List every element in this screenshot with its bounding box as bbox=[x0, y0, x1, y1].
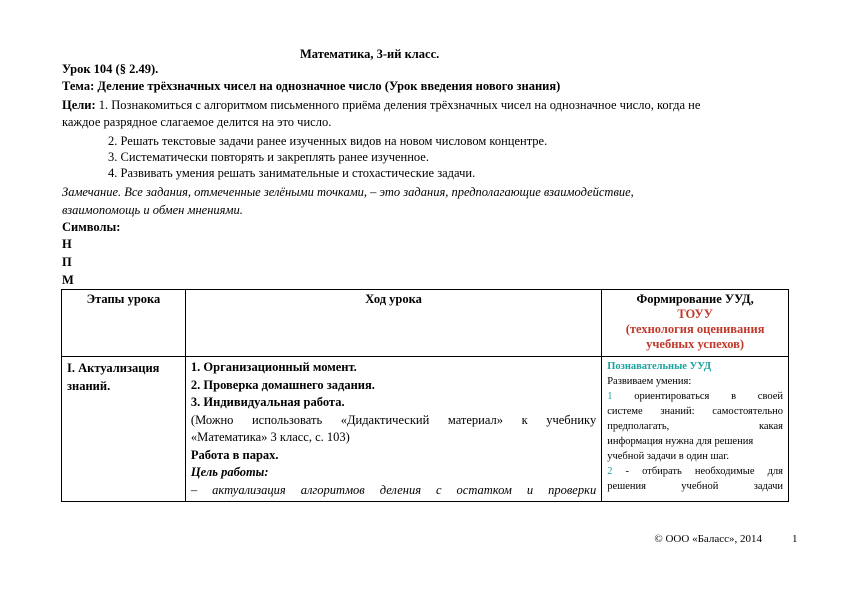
symbol-n: Н bbox=[62, 237, 72, 251]
uud-cell bbox=[602, 357, 789, 502]
topic-text: Деление трёхзначных чисел на однозначное число (Урок введения нового знания) bbox=[94, 79, 561, 93]
step-1: 1. Организационный момент. bbox=[190, 360, 357, 374]
uud-number-1: 1 bbox=[607, 391, 613, 402]
symbol-m: М bbox=[62, 273, 74, 287]
symbol-p: П bbox=[62, 255, 72, 269]
uud-skill-1-line-3: предполагать, какая bbox=[607, 421, 783, 432]
goal-2: 2. Решать текстовые задачи ранее изученных видов на новом числовом концентре. bbox=[108, 134, 548, 148]
header-uud-line-1: Формирование УУД, bbox=[636, 292, 754, 306]
lesson-number: Урок 104 (§ 2.49). bbox=[62, 62, 159, 76]
goal-1-line-2: каждое разрядное слагаемое делится на это число. bbox=[62, 115, 332, 129]
header-stages: Этапы урока bbox=[62, 290, 186, 357]
page-number: 1 bbox=[792, 533, 798, 545]
uud-number-2: 2 bbox=[607, 466, 613, 477]
header-uud-line-3: (технология оценивания bbox=[625, 322, 765, 336]
header-uud-line-4: учебных успехов) bbox=[646, 337, 745, 351]
uud-skill-2-line-1: 2 - отбирать необходимые для bbox=[607, 466, 783, 477]
pair-work: Работа в парах. bbox=[190, 447, 279, 462]
course-cell bbox=[185, 357, 601, 502]
uud-skill-1-line-1: 1 ориентироваться в своей bbox=[607, 391, 783, 402]
lesson-topic bbox=[62, 79, 560, 94]
symbols-label: Символы: bbox=[62, 220, 121, 234]
stage-line-1: I. Актуализация bbox=[67, 361, 160, 375]
topic-label: Тема: bbox=[62, 79, 95, 93]
uud-skill-1-line-5: учебной задачи в один шаг. bbox=[607, 451, 729, 462]
table-header-row bbox=[62, 290, 789, 357]
step-3-note-line-2: «Математика» 3 класс, с. 103) bbox=[190, 430, 350, 444]
work-goal-label: Цель работы: bbox=[190, 465, 269, 479]
goals-label: Цели: bbox=[62, 98, 96, 112]
step-3: 3. Индивидуальная работа. bbox=[190, 395, 345, 409]
note-line-1: Замечание. Все задания, отмеченные зелёными точками, – это задания, предполагающие взаимодействие, bbox=[62, 185, 634, 199]
goal-3: 3. Систематически повторять и закреплять ранее изученное. bbox=[108, 150, 429, 164]
stage-cell bbox=[62, 357, 186, 502]
goal-4: 4. Развивать умения решать занимательные и стохастические задачи. bbox=[108, 166, 476, 180]
step-3-note-line-1: (Можно использовать «Дидактический материал» к учебнику bbox=[190, 412, 597, 427]
lesson-table bbox=[61, 289, 789, 502]
table-row bbox=[62, 357, 789, 502]
goal-1-text: 1. Познакомиться с алгоритмом письменного приёма деления трёхзначных чисел на однозначное число, когда не bbox=[95, 98, 701, 112]
footer-copyright: © ООО «Баласс», 2014 bbox=[654, 533, 762, 545]
uud-skill-1-line-2: системе знаний: самостоятельно bbox=[607, 406, 783, 417]
step-2: 2. Проверка домашнего задания. bbox=[190, 377, 375, 392]
note-line-2: взаимопомощь и обмен мнениями. bbox=[62, 203, 243, 217]
header-uud bbox=[602, 290, 789, 357]
header-touu: ТОУУ bbox=[677, 307, 713, 321]
uud-skill-2-line-2: решения учебной задачи bbox=[607, 481, 783, 492]
uud-skill-1-line-4: информация нужна для решения bbox=[607, 436, 754, 447]
header-course: Ход урока bbox=[185, 290, 601, 357]
work-goal-text: – актуализация алгоритмов деления с остатком и проверки bbox=[190, 482, 597, 497]
uud-title: Познавательные УУД bbox=[607, 361, 712, 372]
document-title: Математика, 3-ий класс. bbox=[300, 47, 440, 61]
goal-1-line-1 bbox=[62, 98, 700, 113]
stage-line-2: знаний. bbox=[67, 379, 111, 393]
uud-subtitle: Развиваем умения: bbox=[607, 376, 692, 387]
